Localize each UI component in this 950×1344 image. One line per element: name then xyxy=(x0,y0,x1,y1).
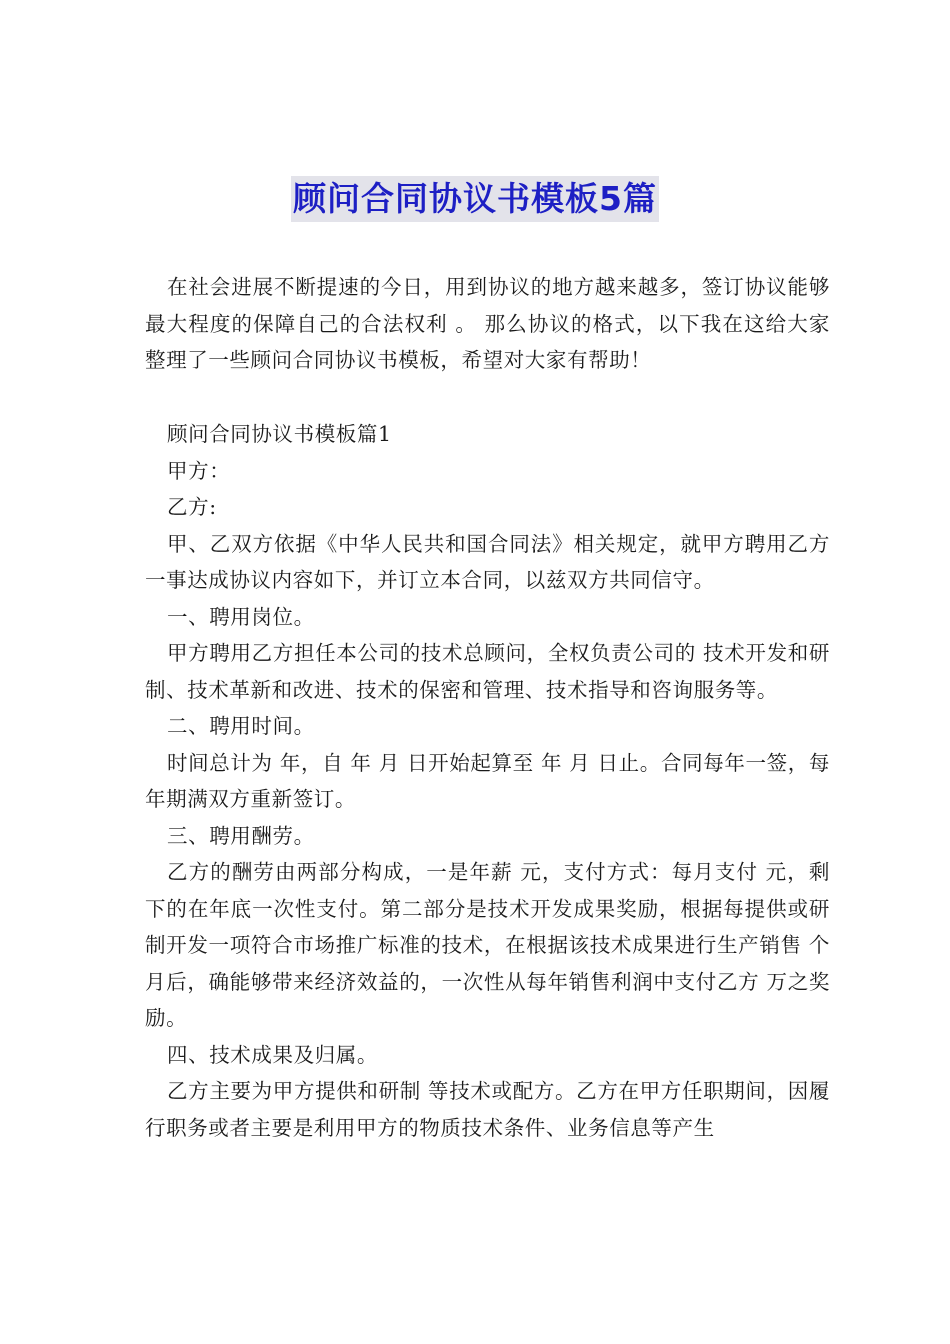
contract-body xyxy=(145,416,830,1146)
preamble-paragraph: 甲、乙双方依据《中华人民共和国合同法》相关规定，就甲方聘用乙方一事达成协议内容如下，并订立本合同，以兹双方共同信守。 xyxy=(145,531,830,592)
clause-2-text: 时间总计为 年，自 年 月 日开始起算至 年 月 日止。合同每年一签，每年期满双方重新签订。 xyxy=(145,750,830,811)
clause-4-heading: 四、技术成果及归属。 xyxy=(167,1042,378,1067)
party-b-line: 乙方: xyxy=(167,495,217,519)
clause-1-text: 甲方聘用乙方担任本公司的技术总顾问，全权负责公司的 技术开发和研制、技术革新和改进、技术的保密和管理、技术指导和咨询服务等。 xyxy=(145,641,830,702)
clause-3-heading: 三、聘用酬劳。 xyxy=(167,823,315,848)
clause-3-text: 乙方的酬劳由两部分构成，一是年薪 元，支付方式：每月支付 元，剩下的在年底一次性支付。第二部分是技术开发成果奖励，根据每提供或研制开发一项符合市场推广标准的技术，在根据该技术成果进行生产销售 个月后，确能够带来经济效益的，一次性从每年销售利润中支付乙方 万之奖励。 xyxy=(145,860,830,1030)
document-title: 顾问合同协议书模板5篇 xyxy=(291,176,659,222)
intro-paragraph: 在社会进展不断提速的今日，用到协议的地方越来越多，签订协议能够最大程度的保障自己的合法权利 。 那么协议的格式，以下我在这给大家整理了一些顾问合同协议书模板，希望对大家有帮助！ xyxy=(145,275,830,372)
intro-block xyxy=(145,269,830,379)
title-container xyxy=(0,176,950,222)
party-a-line: 甲方： xyxy=(167,458,231,483)
section-heading: 顾问合同协议书模板篇1 xyxy=(167,422,392,446)
clause-1-heading: 一、聘用岗位。 xyxy=(167,604,315,629)
clause-4-text: 乙方主要为甲方提供和研制 等技术或配方。乙方在甲方任职期间，因履行职务或者主要是利用甲方的物质技术条件、业务信息等产生 xyxy=(145,1079,830,1140)
clause-2-heading: 二、聘用时间。 xyxy=(167,714,315,738)
